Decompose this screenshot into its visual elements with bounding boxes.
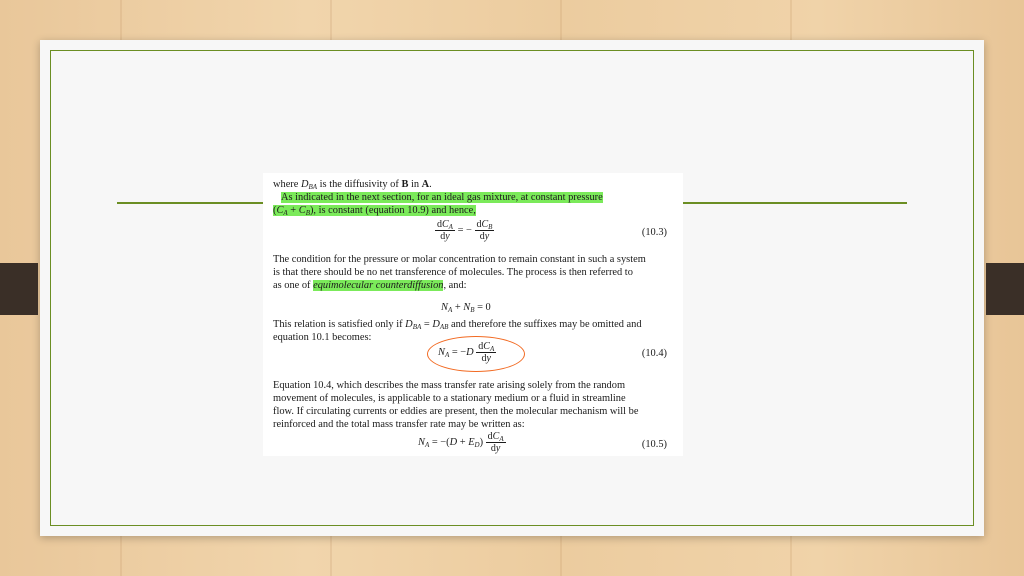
line-diffusivity: where $D_{BA}$ is the diffusivity of B in A. [273,179,432,191]
paragraph-relation-2: equation 10.1 becomes: [273,332,372,343]
equation-net-flux: $N_A + N_B = 0$ [441,302,491,314]
equation-10-4: $N_A = -D$ $\frac{dC_A}{dy}$ (10.4) [438,341,667,364]
equation-10-3: $\frac{dC_A}{dy}$ = − $\frac{dC_B}{dy}$ (10.3) [437,219,667,242]
right-tab-decoration [986,263,1024,315]
paragraph-equation-2: movement of molecules, is applicable to a stationary medium or a fluid in streamline [273,393,626,404]
equation-label-10-5: (10.5) [641,439,667,450]
paragraph-equation-3: flow. If circulating currents or eddies are present, then the molecular mechanism will be [273,406,639,417]
scanned-textbook-excerpt [263,173,683,456]
left-tab-decoration [0,263,38,315]
equation-10-5: $N_A = -(D + E_D)$ $\frac{dC_A}{dy}$ (10.5) [418,431,667,454]
highlight-line-1: As indicated in the next section, for an ideal gas mixture, at constant pressure [281,192,603,203]
paragraph-pressure-3: as one of equimolecular counterdiffusion, and: [273,280,467,291]
paragraph-pressure-1: The condition for the pressure or molar concentration to remain constant in such a system [273,254,646,265]
paragraph-pressure-2: is that there should be no net transference of molecules. The process is then referred to [273,267,633,278]
equation-label-10-4: (10.4) [641,348,667,359]
equation-label-10-3: (10.3) [641,227,667,238]
highlight-line-2: $(C_A + C_B)$, is constant (equation 10.9) and hence, [273,205,476,217]
paragraph-equation-4: reinforced and the total mass transfer rate may be written as: [273,419,525,430]
paragraph-relation-1: This relation is satisfied only if $D_{BA} = D_{AB}$ and therefore the suffixes may be omitted and [273,319,642,331]
paragraph-equation-1: Equation 10.4, which describes the mass transfer rate arising solely from the random [273,380,626,391]
